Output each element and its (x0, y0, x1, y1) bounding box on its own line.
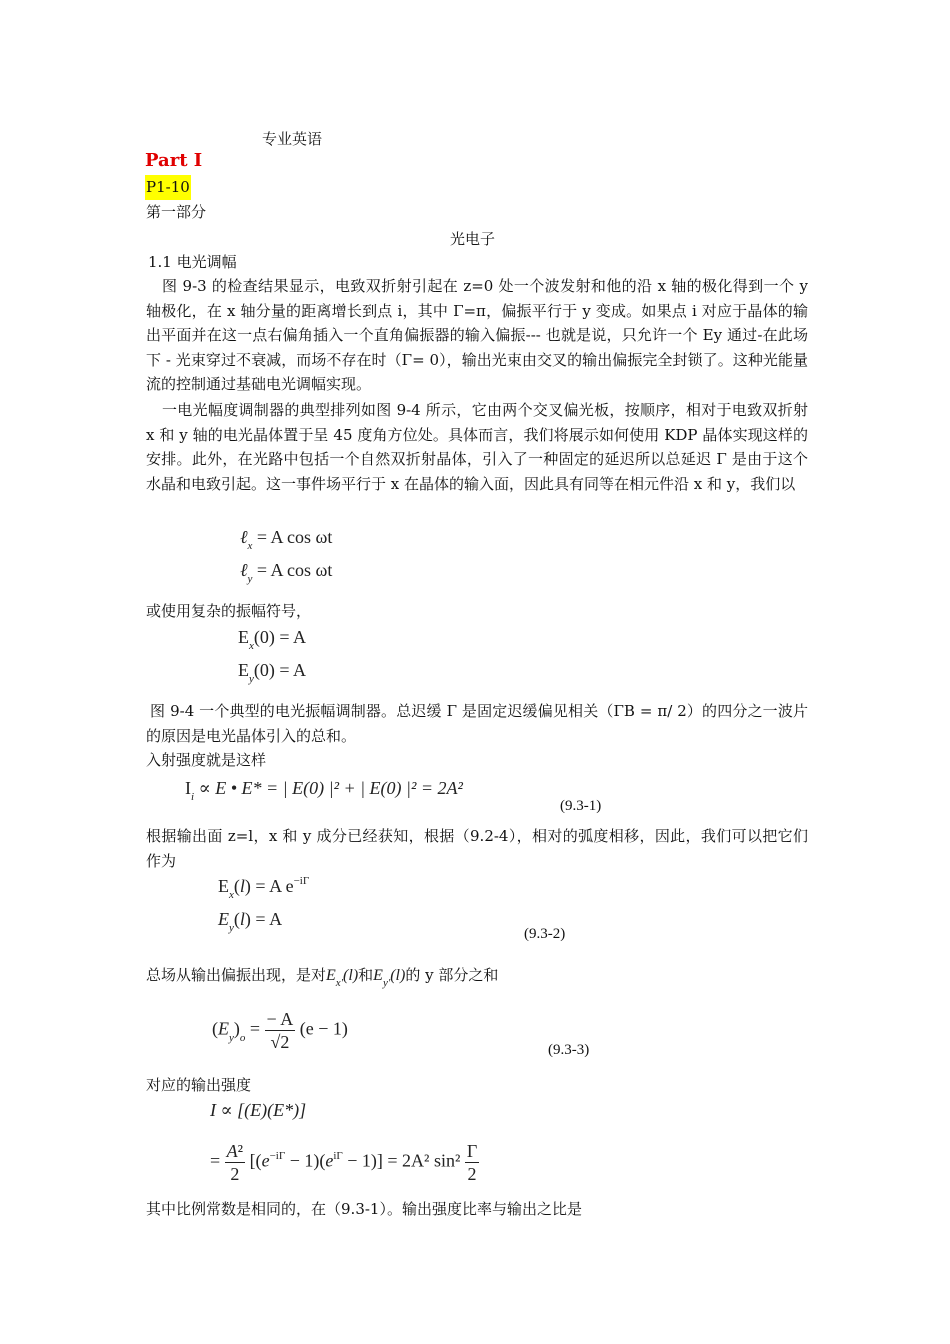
equation-ey-0: $E_y(0) = A$ (238, 660, 307, 685)
equation-ey-out: $(E_y)_o$ = $\frac{- A}{√2}$ (e − 1) (212, 1009, 348, 1052)
subsection-heading: 1.1 电光调幅 (148, 253, 237, 271)
equation-ex-0: $E_x(0) = A$ (238, 627, 307, 652)
document-title: 专业英语 (262, 130, 323, 148)
paragraph-6: 根据输出面 z=l，x 和 y 成分已经获知，根据（9.2-4），相对的弧度相移，因此，我们可以把它们作为 (146, 827, 808, 870)
equation-ey-l: $E_y(l) = A$ (218, 909, 283, 934)
equation-ex-l: $E_x(l) = A$ $e^{-i\Gamma}$ (218, 875, 310, 901)
page-range-highlight: P1-10 (145, 175, 191, 200)
equation-io-expanded: = $\frac{\text{A²}}{2}$ $[(e^{-i\Gamma} - 1)(e^{i\Gamma} - 1)] = 2A^2$ sin² $\frac{\Gamma}{2}$ (210, 1141, 478, 1184)
paragraph-3: 或使用复杂的振幅符号， (146, 602, 312, 620)
equation-number-2: (9.3-2) (524, 926, 566, 942)
chapter-title: 光电子 (450, 230, 496, 248)
paragraph-7: 总场从输出偏振出现，是对$E_{x'}(l)$和$E_{y'}(l)$的 y 部分之和 (146, 966, 499, 989)
figure-caption: 图 9-4 一个典型的电光振幅调制器。总迟缓 Γ 是固定迟缓偏见相关（ΓB = π/ 2）的四分之一波片的原因是电光晶体引入的总和。 (146, 702, 808, 745)
equation-intensity: $I_i \propto E$ • E* = | E(0) |² + | E(0) |² = 2A² (185, 778, 463, 803)
paragraph-5: 入射强度就是这样 (146, 751, 267, 769)
equation-ex-t: ℓ$_x$ = A cos ωt (240, 527, 333, 552)
paragraph-8: 对应的输出强度 (146, 1076, 252, 1094)
equation-number-3: (9.3-3) (548, 1042, 590, 1058)
equation-ey-t: ℓ$_y$ = A cos ωt (240, 560, 333, 585)
section-heading: 第一部分 (146, 203, 207, 221)
paragraph-1: 图 9-3 的检查结果显示，电致双折射引起在 z=0 处一个波发射和他的沿 x 轴的极化得到一个 y 轴极化，在 x 轴分量的距离增长到点 i，其中 Γ=π，偏振平行于 y 变成。如果点 i 对应于晶体的输出平面并在这一点右偏角插入一个直角偏振器的输入偏振--- 也就是说，只允许一个 Ey 通过-在此场下 - 光束穿过不衰减，而场不存在时（Γ= 0），输出光束由交叉的输出偏振完全封锁了。这种光能量流的控制通过基础电光调幅实现。 (146, 277, 808, 394)
equation-number-1: (9.3-1) (560, 798, 602, 814)
paragraph-9: 其中比例常数是相同的，在（9.3-1）。输出强度比率与输出之比是 (146, 1200, 582, 1218)
part-heading: Part I (145, 150, 203, 171)
paragraph-2: 一电光幅度调制器的典型排列如图 9-4 所示，它由两个交叉偏光板，按顺序，相对于电致双折射 x 和 y 轴的电光晶体置于呈 45 度角方位处。具体而言，我们将展示如何使用 KDP 晶体实现这样的安排。此外，在光路中包括一个自然双折射晶体，引入了一种固定的延迟所以总延迟 Γ 是由于这个水晶和电致引起。这一事件场平行于 x 在晶体的输入面，因此具有同等在相元件沿 x 和 y，我们以 (146, 401, 808, 493)
equation-io: I ∝ [(E)(E*)] (210, 1100, 307, 1120)
